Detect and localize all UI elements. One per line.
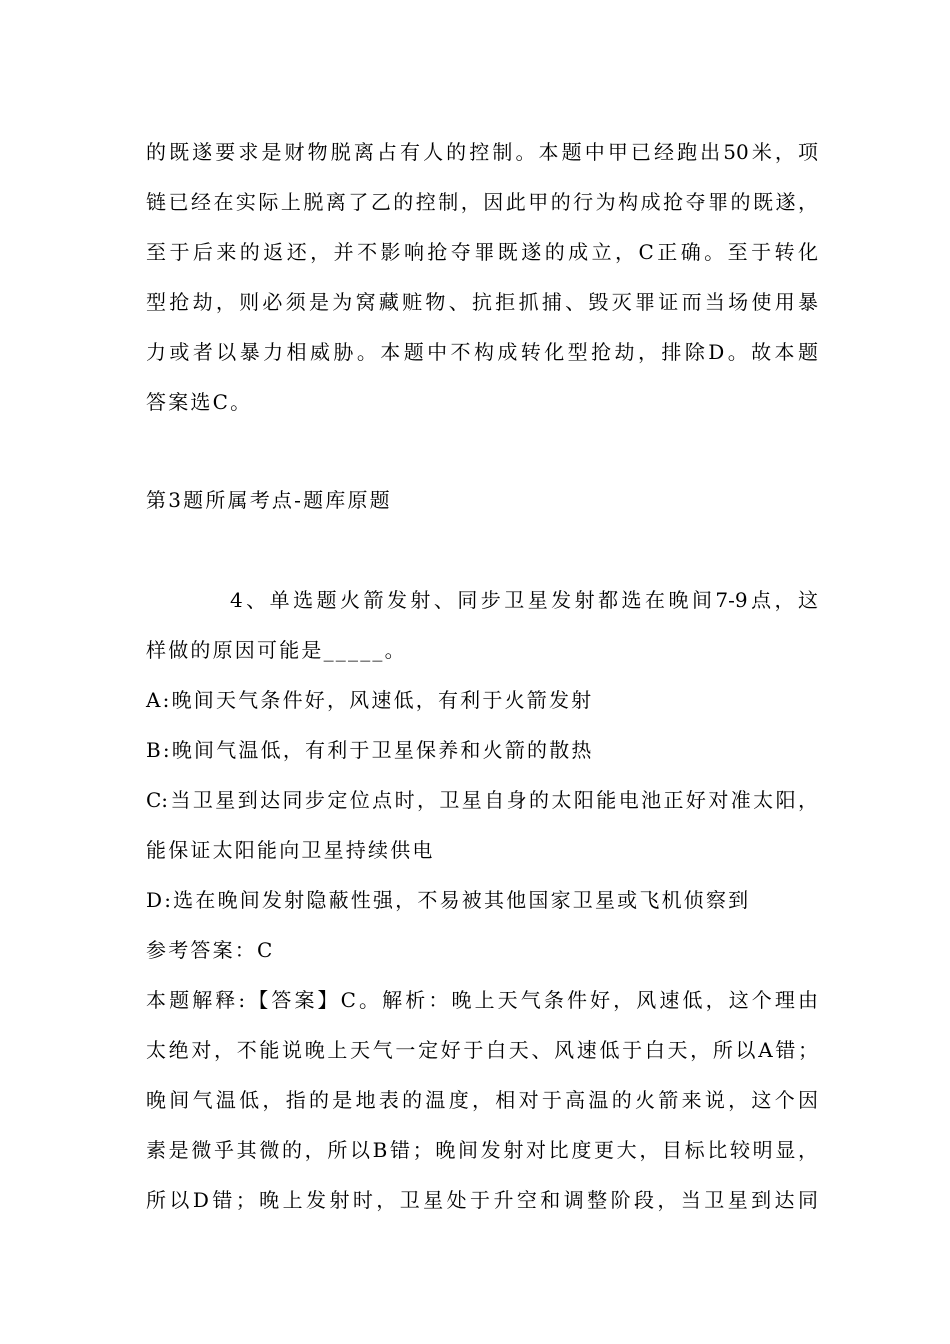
option-a: A:晚间天气条件好，风速低，有利于火箭发射: [146, 688, 594, 712]
option-d: D:选在晚间发射隐蔽性强，不易被其他国家卫星或飞机侦察到: [146, 888, 751, 912]
option-c: 能保证太阳能向卫星持续供电: [146, 838, 435, 862]
section-heading: 第3题所属考点-题库原题: [146, 488, 392, 512]
explanation-line: 本题解释:【答案】C。解析：晚上天气条件好，风速低，这个理由: [146, 988, 818, 1012]
explanation-line: 太绝对，不能说晚上天气一定好于白天、风速低于白天，所以A错；: [146, 1038, 818, 1062]
paragraph-line: 力或者以暴力相威胁。本题中不构成转化型抢劫，排除D。故本题: [146, 340, 818, 364]
paragraph-line: 链已经在实际上脱离了乙的控制，因此甲的行为构成抢夺罪的既遂，: [146, 190, 818, 214]
paragraph-line: 型抢劫，则必须是为窝藏赃物、抗拒抓捕、毁灭罪证而当场使用暴: [146, 290, 818, 314]
reference-answer: 参考答案：C: [146, 938, 275, 962]
explanation-line: 素是微乎其微的，所以B错；晚间发射对比度更大，目标比较明显，: [146, 1138, 818, 1162]
option-b: B:晚间气温低，有利于卫星保养和火箭的散热: [146, 738, 594, 762]
question-stem: 样做的原因可能是_____。: [146, 638, 407, 662]
question-stem: 4、单选题火箭发射、同步卫星发射都选在晚间7-9点，这: [230, 588, 818, 612]
paragraph-line: 答案选C。: [146, 390, 253, 414]
explanation-line: 晚间气温低，指的是地表的温度，相对于高温的火箭来说，这个因: [146, 1088, 818, 1112]
explanation-line: 所以D错；晚上发射时，卫星处于升空和调整阶段，当卫星到达同: [146, 1188, 818, 1212]
paragraph-line: 的既遂要求是财物脱离占有人的控制。本题中甲已经跑出50米，项: [146, 140, 818, 164]
option-c: C:当卫星到达同步定位点时，卫星自身的太阳能电池正好对准太阳，: [146, 788, 818, 812]
paragraph-line: 至于后来的返还，并不影响抢夺罪既遂的成立，C正确。至于转化: [146, 240, 818, 264]
